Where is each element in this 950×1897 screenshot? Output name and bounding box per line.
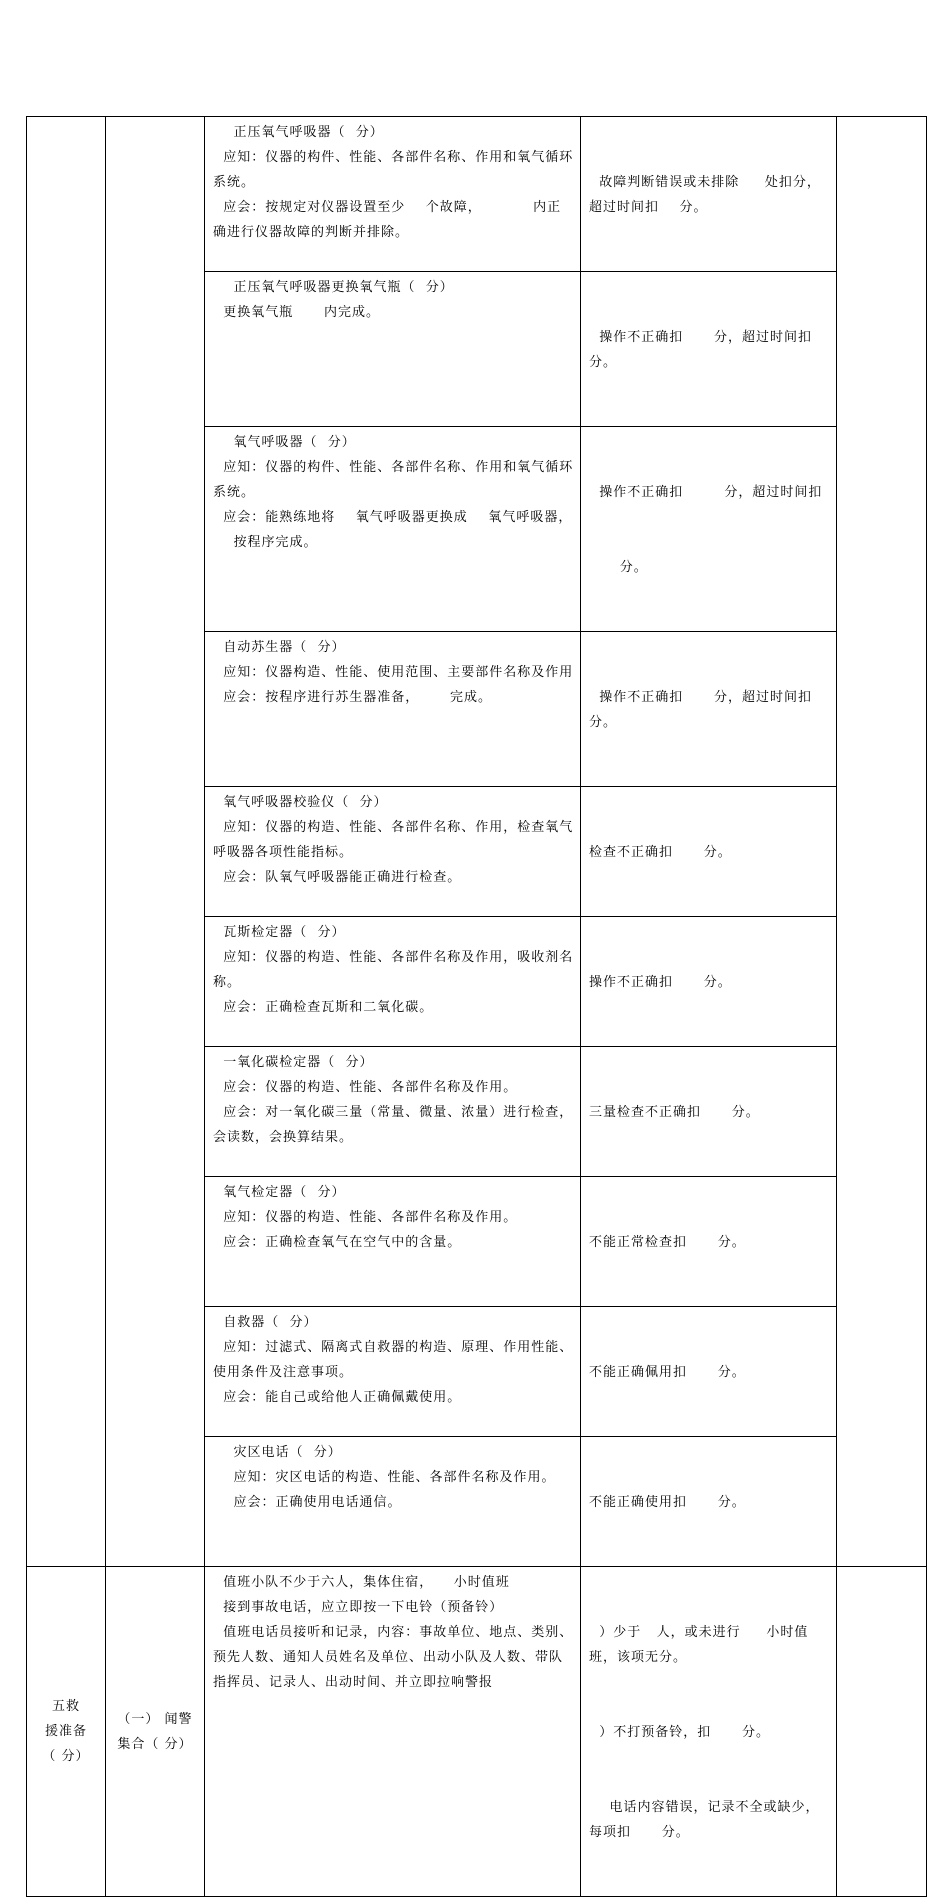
criteria-line: 分。 — [589, 560, 648, 575]
content-line: 灾区电话（ 分） — [213, 1445, 342, 1460]
criteria-line: ）少于 人，或未进行 小时值班，该项无分。 — [589, 1625, 809, 1665]
content-line: 应会：对一氧化碳三量（常量、微量、浓量）进行检查，会读数，会换算结果。 — [213, 1105, 574, 1145]
content-line: 氧气呼吸器（ 分） — [213, 435, 356, 450]
criteria-cell — [581, 1047, 837, 1177]
table-row-section5 — [27, 1567, 927, 1897]
content-line: 应会：正确检查瓦斯和二氧化碳。 — [213, 1000, 434, 1015]
criteria-cell — [581, 787, 837, 917]
criteria-cell — [581, 117, 837, 272]
criteria-line: 操作不正确扣 分，超过时间扣分。 — [589, 330, 813, 370]
table-row — [27, 117, 927, 272]
content-line: 按程序完成。 — [213, 535, 318, 550]
content-line: 正压氧气呼吸器更换氧气瓶（ 分） — [213, 280, 454, 295]
criteria-line: 不能正常检查扣 分。 — [589, 1235, 746, 1250]
content-cell — [205, 917, 581, 1047]
score-cell-empty — [837, 1567, 927, 1897]
criteria-line: ）不打预备铃，扣 分。 — [589, 1725, 771, 1740]
criteria-line: 操作不正确扣 分，超过时间扣 — [589, 485, 823, 500]
content-line: 应会：正确检查氧气在空气中的含量。 — [213, 1235, 462, 1250]
criteria-line: 操作不正确扣 分，超过时间扣分。 — [589, 690, 813, 730]
section-cell-empty — [27, 117, 106, 1567]
subsection-title-line: 集合（ 分） — [117, 1736, 193, 1752]
criteria-cell — [581, 632, 837, 787]
content-line: 应会：正确使用电话通信。 — [213, 1495, 402, 1510]
content-line: 值班电话员接听和记录，内容：事故单位、地点、类别、预先人数、通知人员姓名及单位、出动小队及人数、带队指挥员、记录人、出动时间、并立即拉响警报 — [213, 1625, 574, 1690]
content-cell — [205, 427, 581, 632]
content-line: 应会：按程序进行苏生器准备， 完成。 — [213, 690, 493, 705]
criteria-cell — [581, 917, 837, 1047]
criteria-line: 不能正确佩用扣 分。 — [589, 1365, 746, 1380]
content-line: 自动苏生器（ 分） — [213, 640, 346, 655]
content-cell — [205, 1177, 581, 1307]
criteria-line: 电话内容错误，记录不全或缺少，每项扣 分。 — [589, 1800, 820, 1840]
subsection-title-line: （一） 闻警 — [117, 1711, 193, 1727]
content-line: 正压氧气呼吸器（ 分） — [213, 125, 384, 140]
content-cell — [205, 1047, 581, 1177]
content-line: 氧气呼吸器校验仪（ 分） — [213, 795, 388, 810]
criteria-cell — [581, 272, 837, 427]
content-line: 应知：仪器构造、性能、使用范围、主要部件名称及作用 — [213, 665, 574, 680]
content-line: 应知：灾区电话的构造、性能、各部件名称及作用。 — [213, 1470, 556, 1485]
content-line: 自救器（ 分） — [213, 1315, 318, 1330]
content-cell — [205, 1307, 581, 1437]
content-line: 一氧化碳检定器（ 分） — [213, 1055, 374, 1070]
content-line: 应会：能自己或给他人正确佩戴使用。 — [213, 1390, 462, 1405]
content-line: 应会：按规定对仪器设置至少 个故障， 内正确进行仪器故障的判断并排除。 — [213, 200, 562, 240]
content-cell — [205, 117, 581, 272]
content-line: 应知：仪器的构造、性能、各部件名称及作用，吸收剂名称。 — [213, 950, 574, 990]
content-line: 值班小队不少于六人，集体住宿， 小时值班 — [213, 1575, 510, 1590]
content-line: 应会：能熟练地将 氧气呼吸器更换成 氧气呼吸器， — [213, 510, 573, 525]
criteria-line: 故障判断错误或未排除 处扣分，超过时间扣 分。 — [589, 175, 821, 215]
content-cell — [205, 632, 581, 787]
score-cell-empty — [837, 117, 927, 1567]
criteria-line: 不能正确使用扣 分。 — [589, 1495, 746, 1510]
content-line: 应知：仪器的构造、性能、各部件名称及作用。 — [213, 1210, 518, 1225]
content-line: 瓦斯检定器（ 分） — [213, 925, 346, 940]
criteria-cell — [581, 1177, 837, 1307]
criteria-cell — [581, 427, 837, 632]
content-cell — [205, 1567, 581, 1897]
criteria-line: 操作不正确扣 分。 — [589, 975, 732, 990]
section-title-line: （ 分） — [42, 1749, 90, 1764]
criteria-cell — [581, 1567, 837, 1897]
content-line: 应会：队氧气呼吸器能正确进行检查。 — [213, 870, 462, 885]
section-title-line: 五救 — [51, 1699, 80, 1714]
section-title-cell — [27, 1567, 106, 1897]
content-cell — [205, 1437, 581, 1567]
content-line: 接到事故电话，应立即按一下电铃（预备铃） — [213, 1600, 504, 1615]
assessment-table — [26, 116, 927, 1897]
subsection-title-cell — [106, 1567, 205, 1897]
criteria-line: 三量检查不正确扣 分。 — [589, 1105, 760, 1120]
content-line: 应知：仪器的构件、性能、各部件名称、作用和氧气循环系统。 — [213, 150, 574, 190]
subsection-cell-empty — [106, 117, 205, 1567]
criteria-cell — [581, 1307, 837, 1437]
content-line: 应知：仪器的构件、性能、各部件名称、作用和氧气循环系统。 — [213, 460, 574, 500]
content-line: 应知：过滤式、隔离式自救器的构造、原理、作用性能、使用条件及注意事项。 — [213, 1340, 574, 1380]
content-line: 氧气检定器（ 分） — [213, 1185, 346, 1200]
section-title-line: 援准备 — [44, 1724, 87, 1739]
content-line: 应知：仪器的构造、性能、各部件名称、作用，检查氧气呼吸器各项性能指标。 — [213, 820, 574, 860]
content-line: 更换氧气瓶 内完成。 — [213, 305, 381, 320]
content-cell — [205, 787, 581, 917]
criteria-cell — [581, 1437, 837, 1567]
content-line: 应会：仪器的构造、性能、各部件名称及作用。 — [213, 1080, 518, 1095]
criteria-line: 检查不正确扣 分。 — [589, 845, 732, 860]
content-cell — [205, 272, 581, 427]
